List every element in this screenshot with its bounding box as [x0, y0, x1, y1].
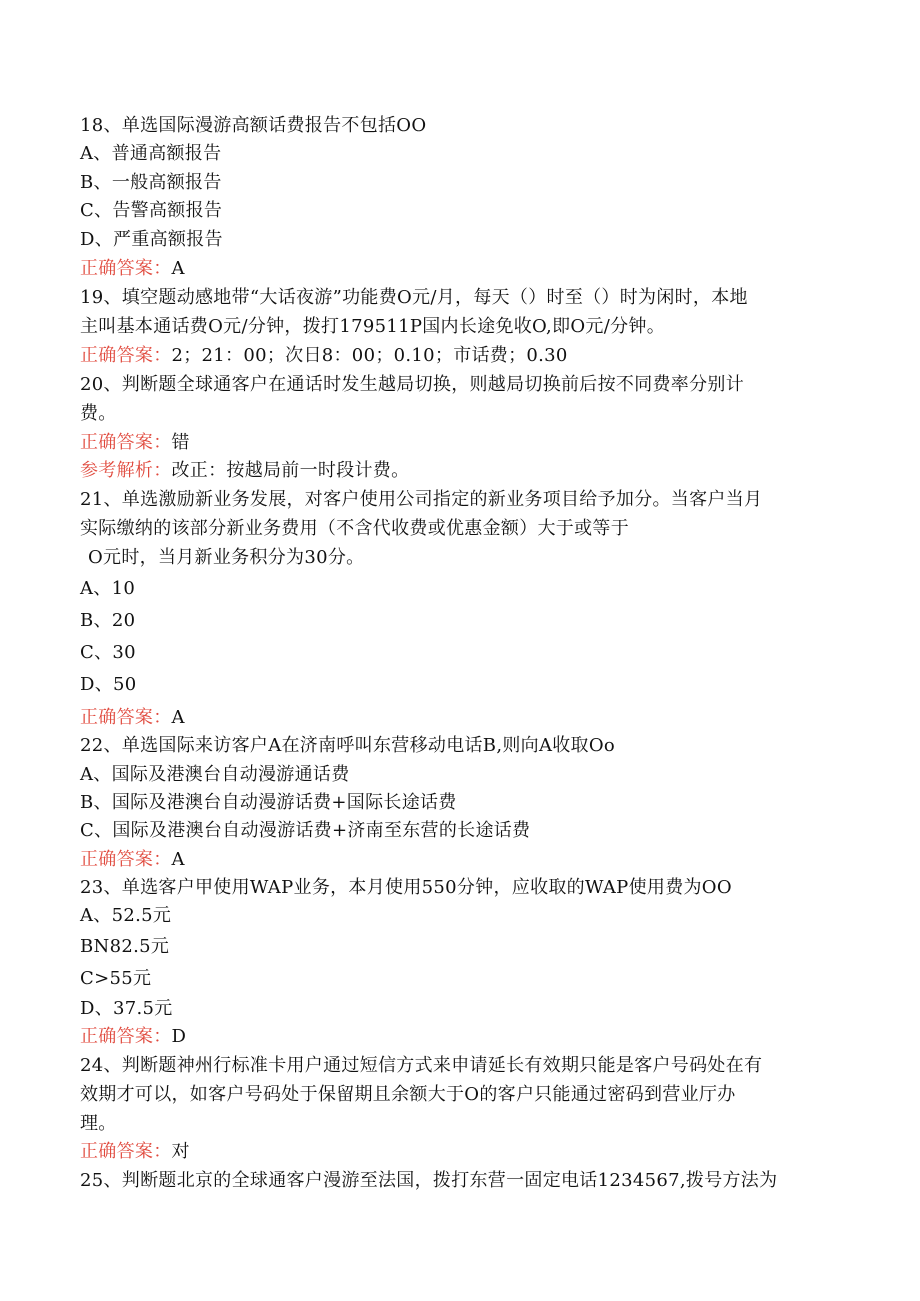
answer-label: 正确答案： — [80, 1141, 172, 1162]
analysis-line — [80, 460, 409, 482]
option-d: D、严重高额报告 — [80, 229, 223, 250]
answer-value: A — [171, 707, 185, 728]
question-21-cont: 实际缴纳的该部分新业务费用（不含代收费或优惠金额）大于或等于 — [80, 518, 629, 539]
answer-value: D — [171, 1026, 187, 1047]
question-20-cont: 费。 — [80, 403, 117, 424]
option-b: B、国际及港澳台自动漫游话费+国际长途话费 — [80, 792, 457, 813]
option-c: C、30 — [80, 642, 136, 663]
option-c: C、告警高额报告 — [80, 200, 223, 221]
question-19-cont: 主叫基本通话费O元/分钟，拨打179511P国内长途免收O,即O元/分钟。 — [80, 316, 665, 337]
answer-line — [80, 345, 568, 367]
option-b: B、一般高额报告 — [80, 172, 222, 193]
option-a: A、10 — [80, 578, 136, 599]
answer-value: 对 — [171, 1141, 190, 1162]
question-24-cont: 效期才可以，如客户号码处于保留期且余额大于O的客户只能通过密码到营业厅办 — [80, 1084, 736, 1105]
option-d: D、37.5元 — [80, 998, 173, 1019]
option-b: B、20 — [80, 610, 136, 631]
answer-value: 2；21：00；次日8：00；0.10；市话费；0.30 — [171, 345, 568, 366]
option-c: C>55元 — [80, 968, 152, 989]
option-a: A、国际及港澳台自动漫游通话费 — [80, 764, 350, 785]
answer-label: 正确答案： — [80, 707, 172, 728]
answer-line — [80, 707, 185, 729]
answer-value: A — [171, 849, 185, 870]
question-23: 23、单选客户甲使用WAP业务，本月使用550分钟，应收取的WAP使用费为OO — [80, 877, 732, 898]
option-c: C、国际及港澳台自动漫游话费+济南至东营的长途话费 — [80, 820, 531, 841]
question-25: 25、判断题北京的全球通客户漫游至法国，拨打东营一固定电话1234567,拨号方法为 — [80, 1170, 778, 1191]
question-21-cont: O元时，当月新业务积分为30分。 — [88, 547, 365, 568]
answer-line — [80, 258, 185, 280]
option-a: A、52.5元 — [80, 905, 172, 926]
answer-line — [80, 1141, 190, 1163]
analysis-value: 改正：按越局前一时段计费。 — [171, 460, 410, 481]
answer-label: 正确答案： — [80, 345, 172, 366]
question-21: 21、单选激励新业务发展，对客户使用公司指定的新业务项目给予加分。当客户当月 — [80, 489, 763, 510]
analysis-label: 参考解析： — [80, 460, 172, 481]
option-b: BN82.5元 — [80, 936, 170, 957]
option-d: D、50 — [80, 674, 137, 695]
answer-label: 正确答案： — [80, 432, 172, 453]
answer-value: 错 — [171, 432, 190, 453]
question-18: 18、单选国际漫游高额话费报告不包括OO — [80, 115, 427, 136]
question-24: 24、判断题神州行标准卡用户通过短信方式来申请延长有效期只能是客户号码处在有 — [80, 1055, 763, 1076]
answer-line — [80, 432, 190, 454]
answer-label: 正确答案： — [80, 849, 172, 870]
answer-label: 正确答案： — [80, 1026, 172, 1047]
question-19: 19、填空题动感地带“大话夜游”功能费O元/月，每天（）时至（）时为闲时，本地 — [80, 287, 748, 308]
question-20: 20、判断题全球通客户在通话时发生越局切换，则越局切换前后按不同费率分别计 — [80, 374, 745, 395]
option-a: A、普通高额报告 — [80, 143, 222, 164]
answer-line — [80, 849, 185, 871]
question-24-cont: 理。 — [80, 1113, 117, 1134]
answer-value: A — [171, 258, 185, 279]
answer-line — [80, 1026, 186, 1048]
answer-label: 正确答案： — [80, 258, 172, 279]
question-22: 22、单选国际来访客户A在济南呼叫东营移动电话B,则向A收取Oo — [80, 735, 616, 756]
